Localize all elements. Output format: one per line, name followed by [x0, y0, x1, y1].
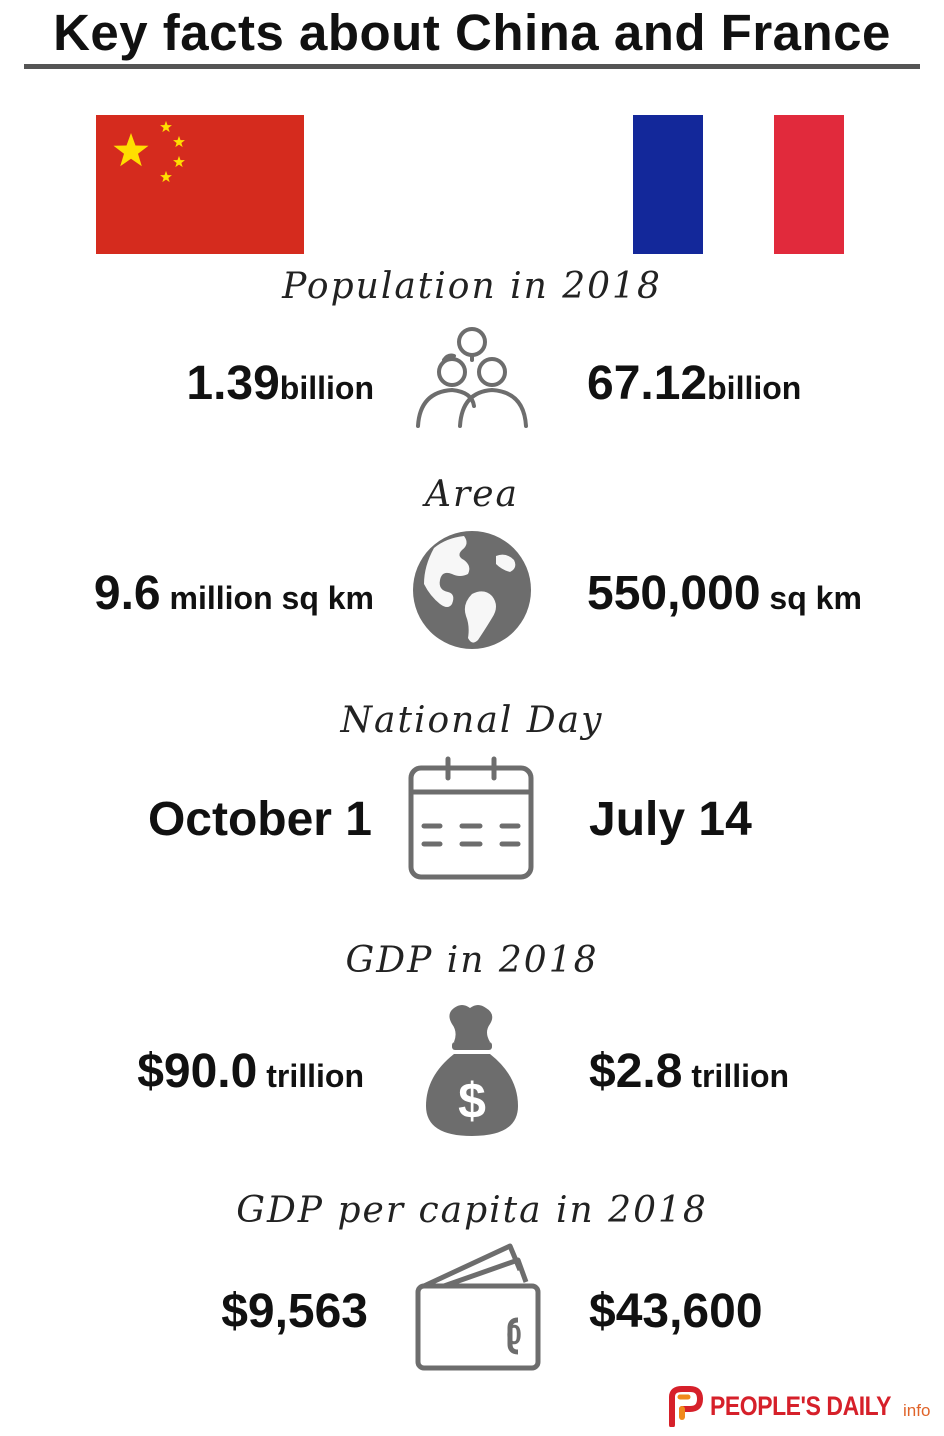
- china-gdp-value: $90.0: [137, 1045, 258, 1098]
- france-population-unit: billion: [707, 370, 802, 406]
- france-flag-red-band: [774, 115, 844, 254]
- china-gdp-unit: trillion: [257, 1058, 364, 1094]
- peoples-daily-logo-suffix: info: [902, 1401, 931, 1420]
- page-title: Key facts about China and France: [53, 4, 891, 61]
- wallet-coin-glyph: 0: [506, 1319, 522, 1350]
- china-area-unit: million sq km: [160, 580, 374, 616]
- france-gdp-value: $2.8: [589, 1045, 683, 1098]
- calendar-icon: [408, 756, 534, 880]
- title-divider: [24, 64, 920, 69]
- china-area: [94, 566, 374, 626]
- china-population-value: 1.39: [186, 357, 280, 410]
- china-area-value: 9.6: [93, 567, 161, 620]
- france-flag-white-band: [703, 115, 773, 254]
- france-national-day: July 14: [589, 793, 752, 846]
- france-population-value: 67.12: [587, 357, 708, 410]
- china-population-unit: billion: [279, 370, 374, 406]
- france-area: [587, 566, 862, 626]
- globe-icon: [412, 530, 532, 650]
- population-label: Population in 2018: [282, 266, 662, 307]
- wallet-icon: [414, 1240, 542, 1372]
- money-bag-icon: [424, 1002, 520, 1138]
- gdp-per-capita-label: GDP per capita in 2018: [236, 1190, 708, 1231]
- france-flag-blue-band: [633, 115, 703, 254]
- france-gdp-unit: trillion: [682, 1058, 790, 1094]
- france-area-value: 550,000: [587, 567, 761, 620]
- france-flag: [633, 115, 844, 254]
- people-icon: [414, 326, 530, 430]
- china-gdp-per-capita: $9,563: [221, 1285, 368, 1338]
- china-gdp: [137, 1044, 364, 1104]
- china-population: [186, 356, 374, 416]
- france-population: [587, 356, 801, 416]
- dollar-sign-glyph: $: [458, 1073, 486, 1129]
- china-flag: [96, 115, 304, 254]
- france-area-unit: sq km: [760, 580, 862, 616]
- peoples-daily-logo-text: PEOPLE'S DAILY: [710, 1390, 892, 1421]
- france-gdp-per-capita: $43,600: [589, 1285, 763, 1338]
- area-label: Area: [425, 474, 519, 515]
- france-gdp: [589, 1044, 789, 1104]
- national-day-label: National Day: [340, 700, 604, 741]
- peoples-daily-logo: [666, 1385, 930, 1427]
- gdp-label: GDP in 2018: [345, 940, 599, 981]
- china-national-day: October 1: [147, 793, 372, 846]
- peoples-daily-logo-icon: [666, 1385, 704, 1427]
- china-flag-stars: [96, 115, 304, 254]
